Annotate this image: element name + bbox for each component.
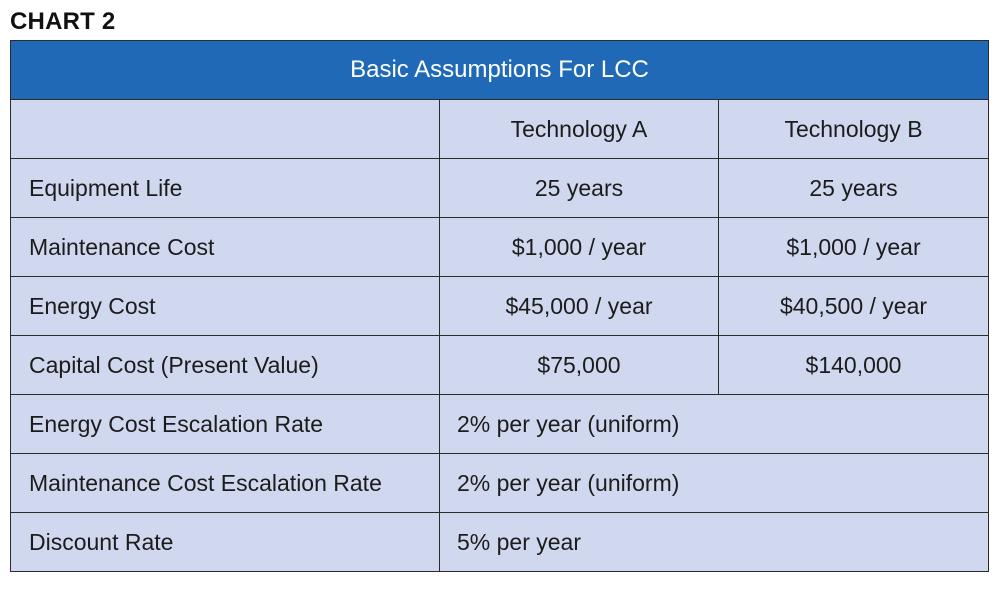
header-technology-b: Technology B bbox=[719, 100, 989, 159]
shared-value: 2% per year (uniform) bbox=[440, 454, 989, 513]
table-row bbox=[11, 159, 989, 218]
row-label: Maintenance Cost bbox=[11, 218, 440, 277]
technology-a-value: $75,000 bbox=[440, 336, 719, 395]
table-row bbox=[11, 513, 989, 572]
row-label: Energy Cost Escalation Rate bbox=[11, 395, 440, 454]
row-label: Discount Rate bbox=[11, 513, 440, 572]
technology-b-value: $140,000 bbox=[719, 336, 989, 395]
technology-a-value: $45,000 / year bbox=[440, 277, 719, 336]
technology-b-value: $40,500 / year bbox=[719, 277, 989, 336]
table-row bbox=[11, 218, 989, 277]
row-label: Equipment Life bbox=[11, 159, 440, 218]
header-empty-cell bbox=[11, 100, 440, 159]
shared-value: 5% per year bbox=[440, 513, 989, 572]
row-label: Maintenance Cost Escalation Rate bbox=[11, 454, 440, 513]
table-title-row bbox=[11, 41, 989, 100]
assumptions-table bbox=[10, 40, 989, 572]
table-title: Basic Assumptions For LCC bbox=[11, 41, 989, 100]
table-row bbox=[11, 395, 989, 454]
technology-a-value: 25 years bbox=[440, 159, 719, 218]
table-row bbox=[11, 277, 989, 336]
header-technology-a: Technology A bbox=[440, 100, 719, 159]
table-row bbox=[11, 336, 989, 395]
technology-b-value: 25 years bbox=[719, 159, 989, 218]
chart-label: CHART 2 bbox=[10, 8, 116, 35]
technology-b-value: $1,000 / year bbox=[719, 218, 989, 277]
shared-value: 2% per year (uniform) bbox=[440, 395, 989, 454]
table-header-row bbox=[11, 100, 989, 159]
table-row bbox=[11, 454, 989, 513]
row-label: Energy Cost bbox=[11, 277, 440, 336]
row-label: Capital Cost (Present Value) bbox=[11, 336, 440, 395]
technology-a-value: $1,000 / year bbox=[440, 218, 719, 277]
